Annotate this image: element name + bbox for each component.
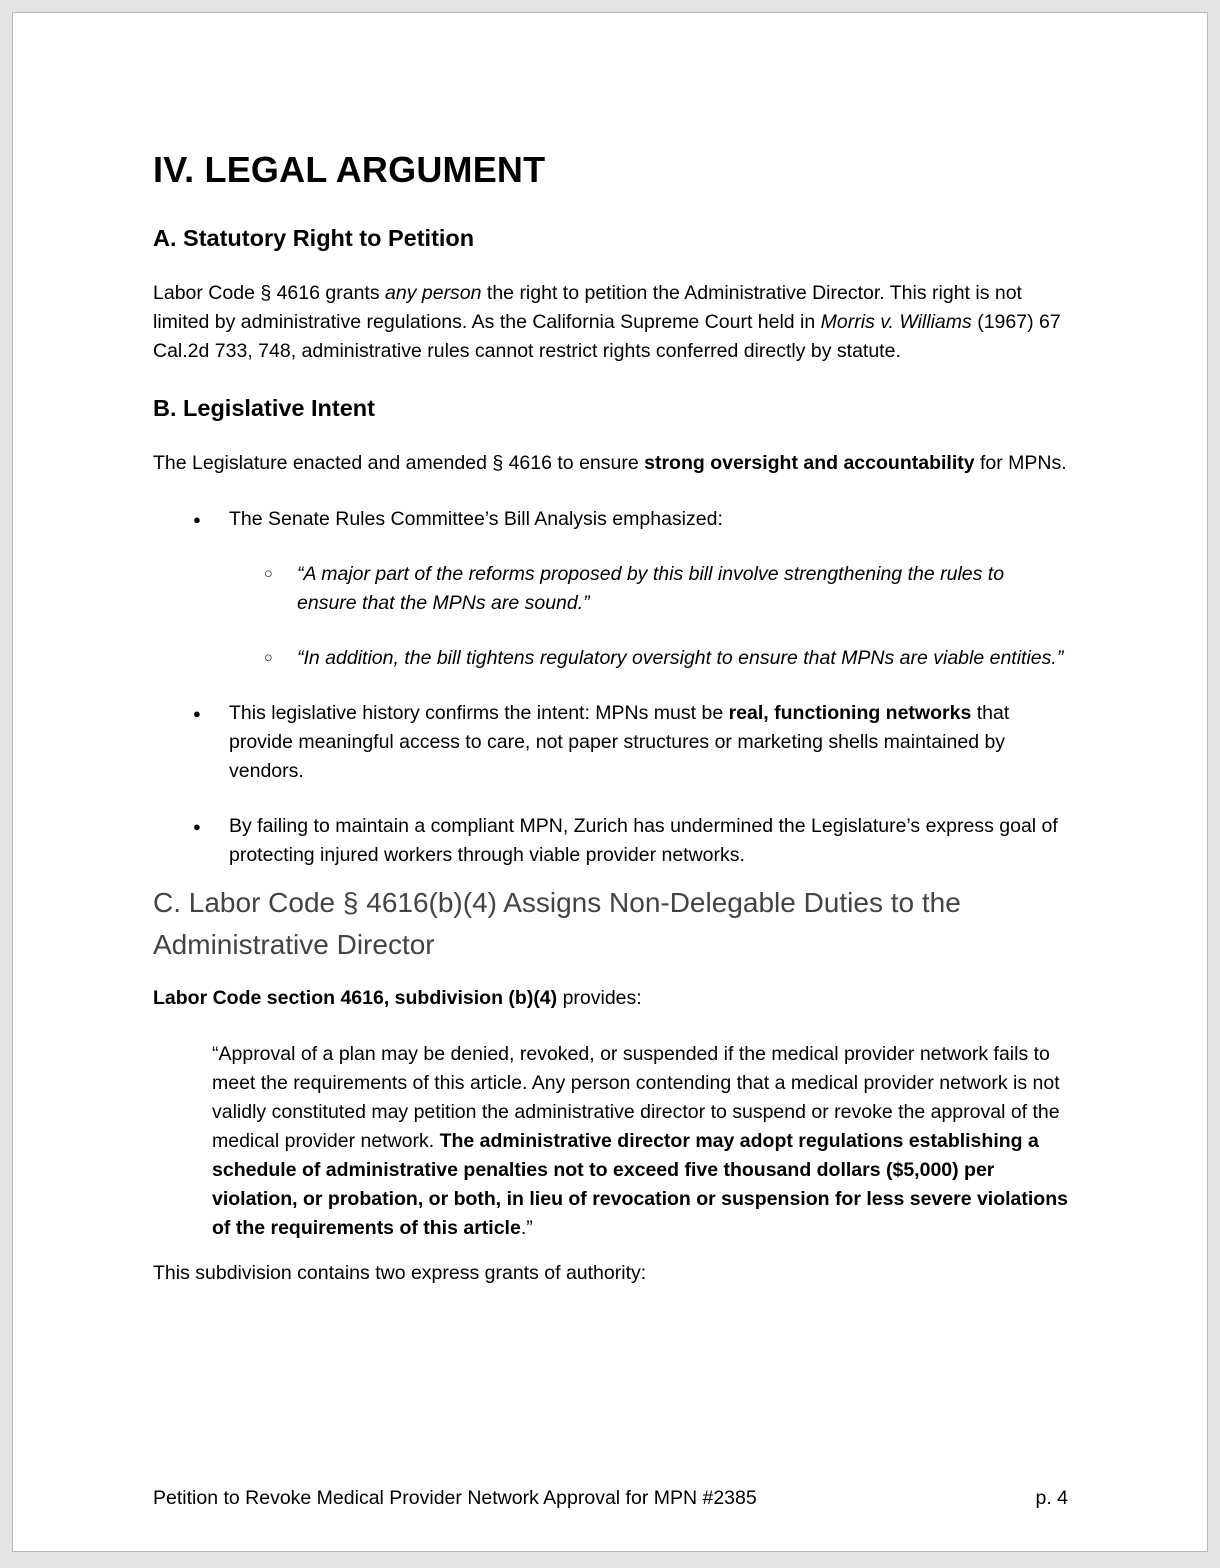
list-item bbox=[153, 505, 1068, 534]
list-item-nested bbox=[153, 644, 1068, 673]
list-item-text: This legislative history confirms the intent: MPNs must be bbox=[229, 702, 729, 724]
circle-bullet-icon: ○ bbox=[264, 650, 273, 666]
document-page bbox=[12, 12, 1208, 1552]
text-segment-italic: Morris v. Williams bbox=[820, 311, 972, 333]
section-a-paragraph bbox=[153, 279, 1068, 366]
main-heading: IV. LEGAL ARGUMENT bbox=[153, 149, 546, 190]
text-segment-italic: any person bbox=[385, 282, 482, 304]
page-content bbox=[13, 13, 1207, 1288]
list-item-text-italic: “In addition, the bill tightens regulatory oversight to ensure that MPNs are viable entities.” bbox=[297, 647, 1064, 669]
bullet-icon: ● bbox=[193, 706, 201, 721]
section-c-lead bbox=[153, 984, 1068, 1013]
text-segment: “Approval of a plan may be denied, revoked, or suspended if the medical provider network fails to meet the requirements of this article. Any person contending that a medical provider network is not validly constituted may petition the administrative director to suspend or revoke the approval of the medical provider network. bbox=[212, 1043, 1060, 1152]
text-segment: the right to petition the Administrative Director. This right is not limited by administrative regulations. As the California Supreme Court held in bbox=[153, 282, 1022, 333]
text-segment-bold: The administrative director may adopt regulations establishing a schedule of administrative penalties not to exceed five thousand dollars ($5,000) per violation, or probation, or both, in lieu of revocation or suspension for less severe violations of the requirements of this article bbox=[212, 1130, 1068, 1239]
text-segment: (1967) 67 Cal.2d 733, 748, administrative rules cannot restrict rights conferred directly by statute. bbox=[153, 311, 1061, 362]
list-item-text: By failing to maintain a compliant MPN, Zurich has undermined the Legislature’s express goal of protecting injured workers through viable provider networks. bbox=[229, 815, 1058, 866]
list-item bbox=[153, 699, 1068, 786]
footer-page-number: p. 4 bbox=[1035, 1487, 1068, 1509]
page-footer bbox=[153, 1484, 1068, 1513]
section-c-closing: This subdivision contains two express grants of authority: bbox=[153, 1262, 647, 1284]
section-a-heading: A. Statutory Right to Petition bbox=[153, 225, 475, 251]
list-item-text: The Senate Rules Committee’s Bill Analysis emphasized: bbox=[229, 508, 723, 530]
section-b-heading: B. Legislative Intent bbox=[153, 395, 375, 421]
statute-quote-block bbox=[212, 1040, 1068, 1243]
list-item bbox=[153, 812, 1068, 870]
text-segment-bold: Labor Code section 4616, subdivision (b)(4) bbox=[153, 987, 558, 1009]
bullet-icon: ● bbox=[193, 512, 201, 527]
legislative-intent-list bbox=[153, 505, 1068, 870]
circle-bullet-icon: ○ bbox=[264, 566, 273, 582]
list-item-text-italic: “A major part of the reforms proposed by this bill involve strengthening the rules to ensure that the MPNs are sound.” bbox=[297, 563, 1005, 614]
text-segment: .” bbox=[520, 1217, 533, 1239]
text-segment-bold: strong oversight and accountability bbox=[644, 452, 975, 474]
text-segment: Labor Code § 4616 grants bbox=[153, 282, 386, 304]
list-item-nested bbox=[153, 560, 1068, 618]
text-segment: provides: bbox=[557, 987, 642, 1009]
section-b-intro bbox=[153, 449, 1068, 478]
section-c-heading: C. Labor Code § 4616(b)(4) Assigns Non-Delegable Duties to the Administrative Director bbox=[153, 887, 961, 960]
text-segment: The Legislature enacted and amended § 4616 to ensure bbox=[153, 452, 645, 474]
footer-title: Petition to Revoke Medical Provider Network Approval for MPN #2385 bbox=[153, 1487, 757, 1509]
text-segment-bold: real, functioning networks bbox=[728, 702, 972, 724]
text-segment: that provide meaningful access to care, not paper structures or marketing shells maintained by vendors. bbox=[229, 702, 1010, 782]
text-segment: for MPNs. bbox=[974, 452, 1067, 474]
bullet-icon: ● bbox=[193, 819, 201, 834]
